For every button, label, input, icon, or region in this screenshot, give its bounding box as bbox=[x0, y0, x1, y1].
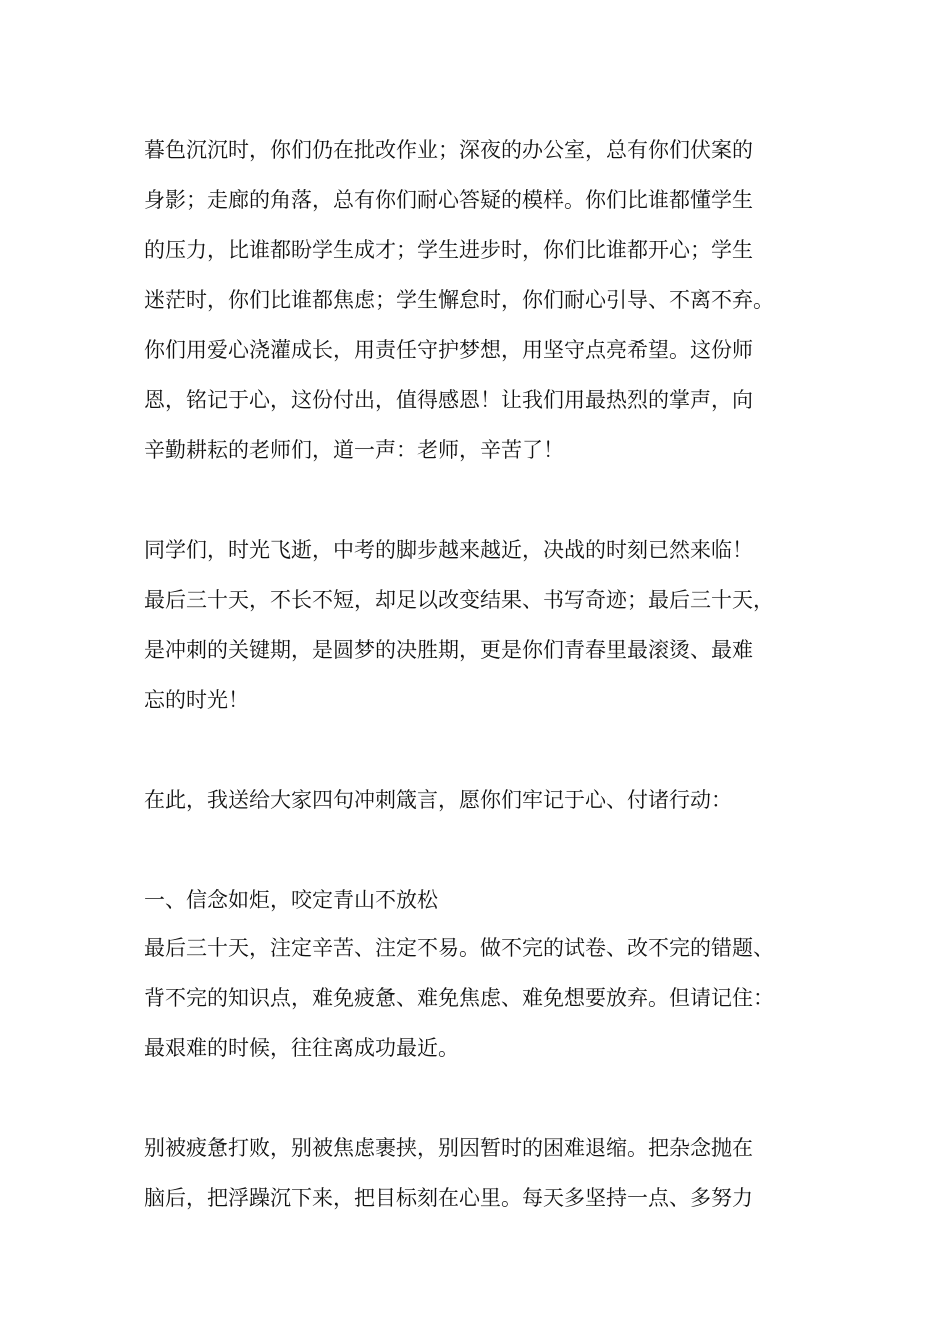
paragraph-4-line-2: 最后三十天，注定辛苦、注定不易。做不完的试卷、改不完的错题、 bbox=[144, 936, 774, 960]
section-heading: 一、信念如炬，咬定青山不放松 bbox=[144, 888, 438, 912]
paragraph-2-line-1: 同学们，时光飞逝，中考的脚步越来越近，决战的时刻已然来临！ bbox=[144, 538, 753, 562]
paragraph-4-line-4: 最艰难的时候，往往离成功最近。 bbox=[144, 1036, 459, 1060]
paragraph-2-line-3: 是冲刺的关键期，是圆梦的决胜期，更是你们青春里最滚烫、最难 bbox=[144, 638, 753, 662]
paragraph-1-line-1: 暮色沉沉时，你们仍在批改作业；深夜的办公室，总有你们伏案的 bbox=[144, 138, 753, 162]
paragraph-5-line-1: 别被疲惫打败，别被焦虑裹挟，别因暂时的困难退缩。把杂念抛在 bbox=[144, 1136, 753, 1160]
paragraph-2-line-4: 忘的时光！ bbox=[144, 688, 249, 712]
paragraph-2-line-2: 最后三十天，不长不短，却足以改变结果、书写奇迹；最后三十天， bbox=[144, 588, 774, 612]
paragraph-4-line-3: 背不完的知识点，难免疲惫、难免焦虑、难免想要放弃。但请记住： bbox=[144, 986, 774, 1010]
paragraph-1-line-6: 恩，铭记于心，这份付出，值得感恩！让我们用最热烈的掌声，向 bbox=[144, 388, 753, 412]
paragraph-1-line-3: 的压力，比谁都盼学生成才；学生进步时，你们比谁都开心；学生 bbox=[144, 238, 753, 262]
paragraph-3-line-1: 在此，我送给大家四句冲刺箴言，愿你们牢记于心、付诸行动： bbox=[144, 788, 732, 812]
paragraph-1-line-7: 辛勤耕耘的老师们，道一声：老师，辛苦了！ bbox=[144, 438, 564, 462]
paragraph-1-line-4: 迷茫时，你们比谁都焦虑；学生懈怠时，你们耐心引导、不离不弃。 bbox=[144, 288, 774, 312]
paragraph-1-line-2: 身影；走廊的角落，总有你们耐心答疑的模样。你们比谁都懂学生 bbox=[144, 188, 753, 212]
paragraph-5-line-2: 脑后，把浮躁沉下来，把目标刻在心里。每天多坚持一点、多努力 bbox=[144, 1186, 753, 1210]
paragraph-1-line-5: 你们用爱心浇灌成长，用责任守护梦想，用坚守点亮希望。这份师 bbox=[144, 338, 753, 362]
